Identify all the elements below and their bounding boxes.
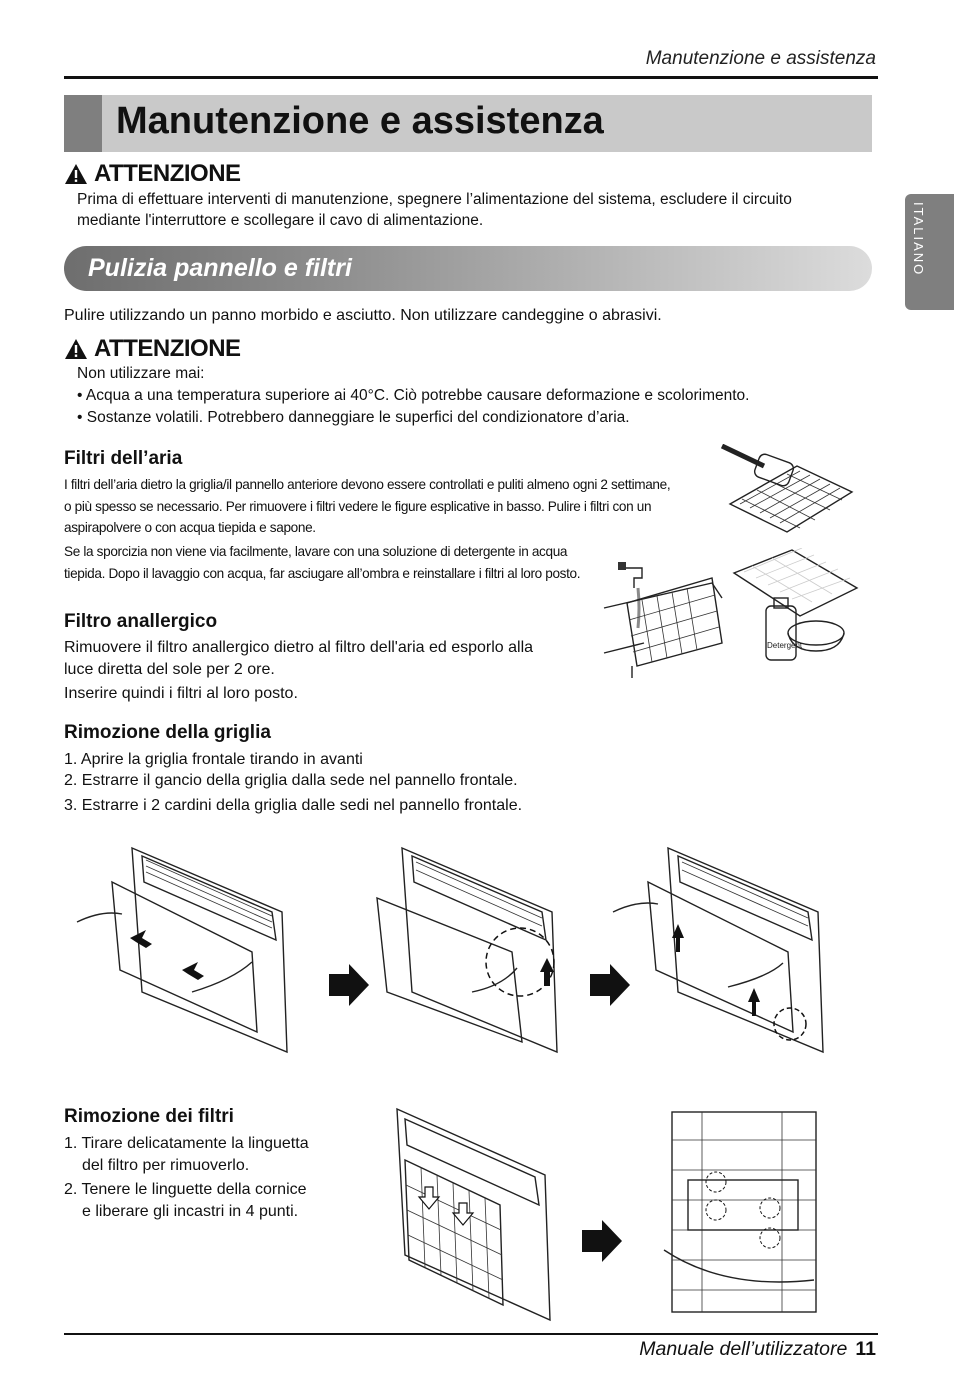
title-tab	[64, 95, 102, 152]
footer-rule	[64, 1333, 878, 1335]
section-title: Pulizia pannello e filtri	[88, 254, 352, 282]
filter-frame-detail-illustration	[662, 1110, 818, 1316]
language-tab-label: ITALIANO	[911, 202, 926, 277]
vacuum-cleaning-illustration	[712, 444, 862, 534]
detergent-label: Detergent	[767, 641, 803, 650]
anallergico-line-2: luce diretta del sole per 2 ore.	[64, 661, 275, 678]
filter-removal-illustration	[385, 1105, 557, 1327]
arrow-icon	[540, 958, 554, 986]
running-header: Manutenzione e assistenza	[645, 48, 876, 69]
grille-step-2-illustration	[372, 842, 602, 1064]
warning2-line-1: Non utilizzare mai:	[77, 365, 205, 382]
arrow-icon	[130, 930, 152, 948]
filtri-step-2b: e liberare gli incastri in 4 punti.	[82, 1203, 299, 1220]
warning-text-1: Prima di effettuare interventi di manutenzione, spegnere l’alimentazione del sistema, escludere il circuito	[77, 191, 792, 208]
anallergico-line-3: Inserire quindi i filtri al loro posto.	[64, 685, 298, 702]
filtri-step-2a: 2. Tenere le linguette della cornice	[64, 1181, 307, 1198]
section-band	[64, 246, 872, 291]
grille-step-3-illustration	[608, 842, 838, 1064]
filtri-aria-line-1: I filtri dell’aria dietro la griglia/il pannello anteriore devono essere controllati e puliti almeno ogni 2 settimane,	[64, 477, 671, 492]
next-step-arrow-icon	[578, 1218, 624, 1264]
warning2-line-3: • Sostanze volatili. Potrebbero danneggiare le superfici del condizionatore d’aria.	[77, 409, 630, 426]
intro-text: Pulire utilizzando un panno morbido e asciutto. Non utilizzare candeggine o abrasivi.	[64, 307, 662, 324]
griglia-step-3: 3. Estrarre i 2 cardini della griglia dalle sedi nel pannello frontale.	[64, 797, 523, 814]
arrow-icon	[182, 962, 204, 980]
warning-text-2: mediante l'interruttore e scollegare il cavo di alimentazione.	[77, 212, 484, 229]
griglia-step-1: 1. Aprire la griglia frontale tirando in avanti	[64, 751, 363, 768]
detergent-soak-illustration	[732, 548, 864, 663]
warning-heading-2	[64, 335, 241, 363]
filtri-aria-line-3: aspirapolvere o con acqua tiepida e sapone.	[64, 520, 316, 535]
footer	[639, 1338, 876, 1361]
filtri-step-1a: 1. Tirare delicatamente la linguetta	[64, 1135, 309, 1152]
heading-rimozione-filtri: Rimozione dei filtri	[64, 1106, 234, 1127]
filtri-aria-line-5: tiepida. Dopo il lavaggio con acqua, far asciugare all’ombra e reinstallare i filtri al loro posto.	[64, 566, 581, 581]
warning-heading	[64, 160, 241, 188]
griglia-step-2: 2. Estrarre il gancio della griglia dalla sede nel pannello frontale.	[64, 772, 518, 789]
language-tab	[905, 194, 954, 310]
anallergico-line-1: Rimuovere il filtro anallergico dietro al filtro dell'aria ed esporlo alla	[64, 639, 534, 656]
warning2-line-2: • Acqua a una temperatura superiore ai 40°C. Ciò potrebbe causare deformazione e scolorimento.	[77, 387, 750, 404]
warning-icon	[64, 338, 88, 360]
grille-step-1-illustration	[72, 842, 302, 1064]
filtri-aria-line-2: o più spesso se necessario. Per rimuovere i filtri vedere le figure esplicative in basso. Pulire i filtri con un	[64, 499, 652, 514]
washing-filter-illustration	[602, 548, 737, 678]
warning-label: ATTENZIONE	[94, 160, 241, 187]
page-number: 11	[855, 1338, 876, 1360]
warning-label: ATTENZIONE	[94, 335, 241, 362]
next-step-arrow-icon	[325, 962, 371, 1008]
footer-label: Manuale dell’utilizzatore	[639, 1338, 848, 1360]
heading-filtro-anallergico: Filtro anallergico	[64, 611, 218, 632]
filtri-aria-line-4: Se la sporcizia non viene via facilmente, lavare con una soluzione di detergente in acqua	[64, 544, 568, 559]
header-rule	[64, 76, 878, 79]
filtri-step-1b: del filtro per rimuoverlo.	[82, 1157, 250, 1174]
heading-filtri-aria: Filtri dell’aria	[64, 448, 183, 469]
page-title: Manutenzione e assistenza	[116, 100, 604, 142]
title-band	[64, 95, 872, 152]
warning-icon	[64, 163, 88, 185]
heading-rimozione-griglia: Rimozione della griglia	[64, 722, 271, 743]
